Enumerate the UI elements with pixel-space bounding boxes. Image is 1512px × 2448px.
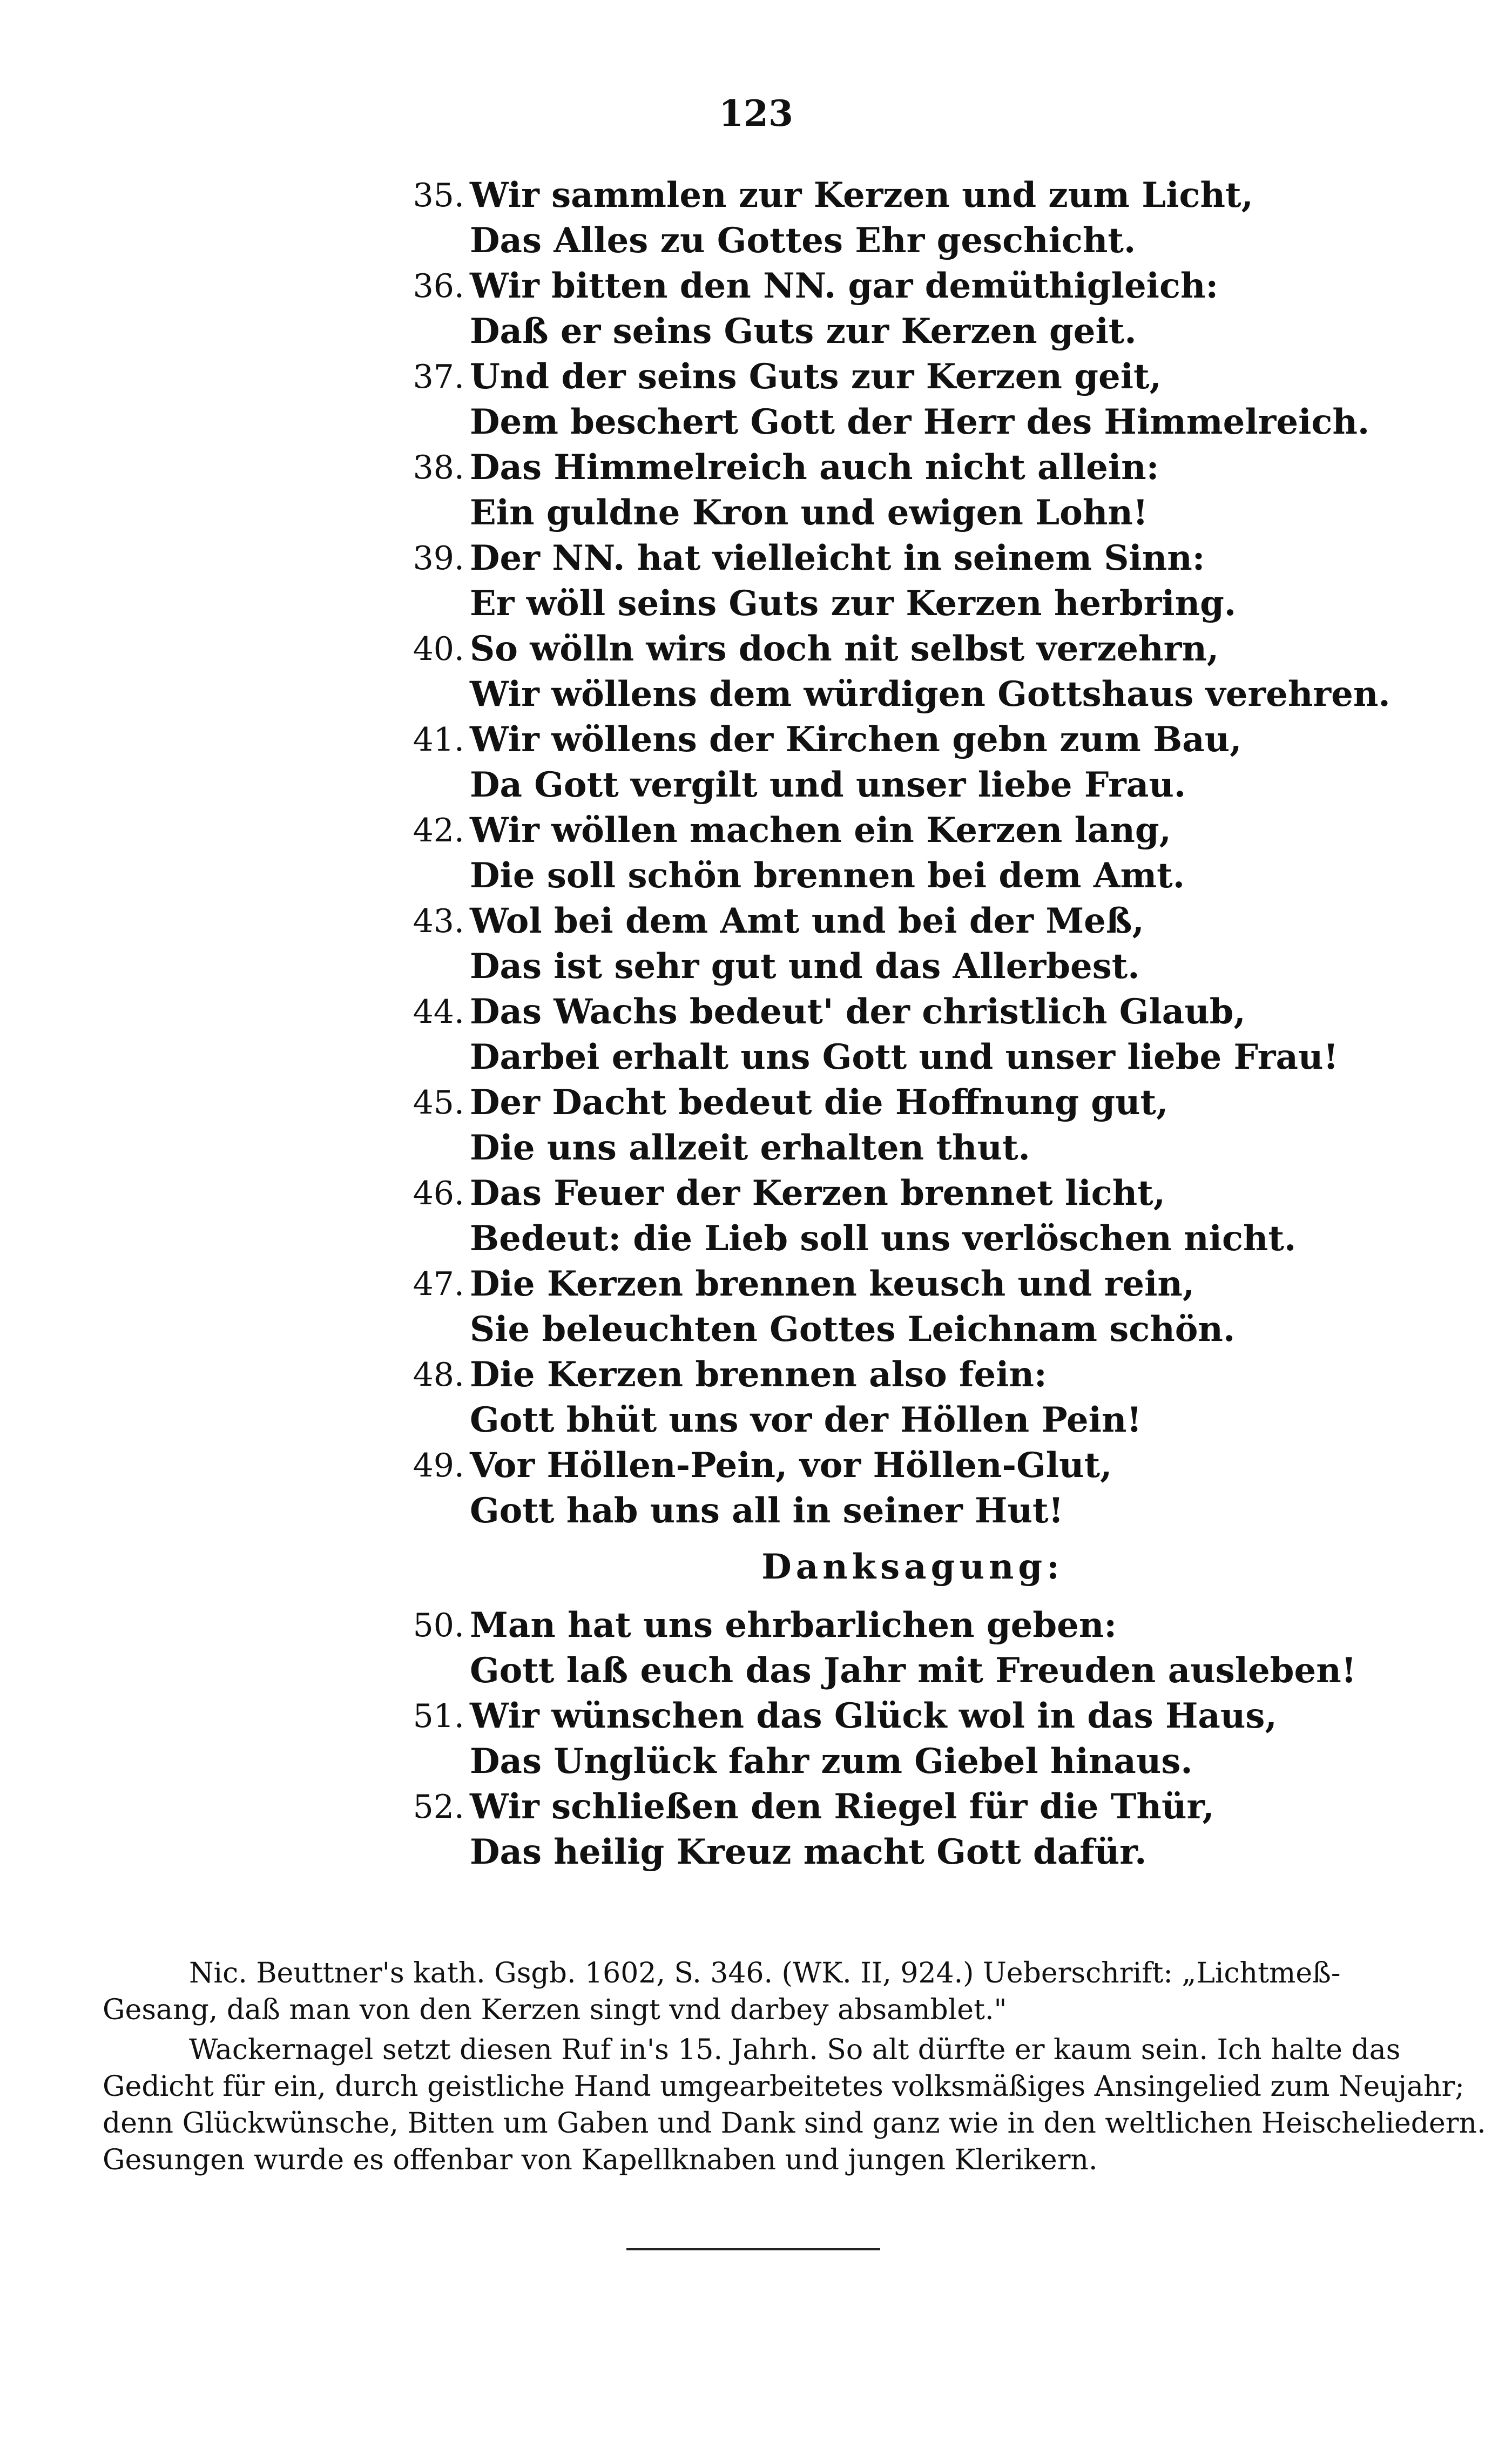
verse-number: 41. — [413, 721, 464, 759]
verse-49 — [400, 1443, 1426, 1534]
verse-line-2: Das ist sehr gut und das Allerbest. — [470, 946, 1140, 987]
verse-line-1: Man hat uns ehrbarlichen geben: — [470, 1605, 1117, 1646]
verse-43 — [400, 899, 1426, 989]
verse-number: 50. — [413, 1607, 464, 1644]
verse-number: 40. — [413, 630, 464, 668]
verse-line-1: Wir wöllens der Kirchen gebn zum Bau, — [470, 719, 1242, 760]
poem — [400, 173, 1426, 1875]
verse-37 — [400, 354, 1426, 445]
source-note-line: Nic. Beuttner's kath. Gsgb. 1602, S. 346. (WK. II, 924.) Ueberschrift: „Lichtmeß- — [189, 1957, 1341, 1990]
footnotes — [103, 1955, 1486, 2179]
verse-line-2: Das heilig Kreuz macht Gott dafür. — [470, 1832, 1147, 1872]
verse-line-2: Das Alles zu Gottes Ehr geschicht. — [470, 220, 1136, 261]
verse-line-1: So wölln wirs doch nit selbst verzehrn, — [470, 629, 1219, 669]
verse-line-1: Wir schließen den Riegel für die Thür, — [470, 1786, 1214, 1827]
verse-line-2: Ein guldne Kron und ewigen Lohn! — [470, 493, 1148, 533]
verse-44 — [400, 989, 1426, 1080]
comment-note-line: Wackernagel setzt diesen Ruf in's 15. Jahrh. So alt dürfte er kaum sein. Ich halte das — [189, 2034, 1401, 2066]
verse-line-1: Wir wöllen machen ein Kerzen lang, — [470, 810, 1171, 851]
verse-line-2: Die soll schön brennen bei dem Amt. — [470, 855, 1185, 896]
verse-40 — [400, 626, 1426, 717]
verse-line-2: Dem beschert Gott der Herr des Himmelreich. — [470, 402, 1370, 442]
verse-35 — [400, 173, 1426, 264]
verse-line-1: Das Wachs bedeut' der christlich Glaub, — [470, 992, 1246, 1032]
verse-number: 44. — [413, 993, 464, 1031]
verse-number: 45. — [413, 1084, 464, 1122]
verse-50 — [400, 1603, 1426, 1694]
verse-39 — [400, 536, 1426, 626]
verse-line-1: Die Kerzen brennen keusch und rein, — [470, 1264, 1195, 1304]
verse-line-1: Vor Höllen-Pein, vor Höllen-Glut, — [470, 1445, 1112, 1486]
comment-note-line: Gesungen wurde es offenbar von Kapellknaben und jungen Klerikern. — [103, 2144, 1098, 2176]
verse-line-1: Der Dacht bedeut die Hoffnung gut, — [470, 1082, 1169, 1123]
verse-number: 43. — [413, 902, 464, 940]
verse-line-2: Das Unglück fahr zum Giebel hinaus. — [470, 1741, 1193, 1782]
verse-45 — [400, 1080, 1426, 1171]
source-note-line: Gesang, daß man von den Kerzen singt vnd darbey absamblet." — [103, 1994, 1007, 2026]
verse-number: 37. — [413, 358, 464, 396]
closing-rule — [626, 2248, 880, 2250]
verse-number: 35. — [413, 177, 464, 214]
verse-line-2: Er wöll seins Guts zur Kerzen herbring. — [470, 583, 1237, 624]
verse-number: 47. — [413, 1265, 464, 1303]
verse-36 — [400, 264, 1426, 354]
verse-number: 51. — [413, 1697, 464, 1735]
verse-line-1: Wol bei dem Amt und bei der Meß, — [470, 901, 1144, 941]
verse-line-2: Gott laß euch das Jahr mit Freuden ausleben! — [470, 1650, 1356, 1691]
comment-note-line: Gedicht für ein, durch geistliche Hand umgearbeitetes volksmäßiges Ansingelied zum Neujahr; — [103, 2071, 1464, 2103]
verse-line-1: Das Himmelreich auch nicht allein: — [470, 447, 1159, 488]
verse-48 — [400, 1352, 1426, 1443]
section-heading: Danksagung: — [761, 1547, 1064, 1587]
verse-line-2: Darbei erhalt uns Gott und unser liebe Frau! — [470, 1037, 1339, 1077]
verse-line-1: Wir sammlen zur Kerzen und zum Licht, — [470, 175, 1253, 215]
verse-52 — [400, 1784, 1426, 1875]
verse-line-2: Da Gott vergilt und unser liebe Frau. — [470, 765, 1186, 805]
verse-line-1: Wir bitten den NN. gar demüthigleich: — [470, 266, 1219, 306]
verse-line-2: Gott hab uns all in seiner Hut! — [470, 1491, 1064, 1531]
verse-line-2: Wir wöllens dem würdigen Gottshaus verehren. — [470, 674, 1390, 714]
comment-note-line: denn Glückwünsche, Bitten um Gaben und Dank sind ganz wie in den weltlichen Heischeliedern. — [103, 2107, 1486, 2140]
page-number: 123 — [719, 92, 793, 134]
verse-number: 49. — [413, 1447, 464, 1485]
verse-51 — [400, 1694, 1426, 1784]
verse-number: 39. — [413, 539, 464, 577]
verse-line-2: Gott bhüt uns vor der Höllen Pein! — [470, 1400, 1142, 1440]
verse-38 — [400, 445, 1426, 536]
verse-number: 46. — [413, 1175, 464, 1212]
verse-number: 48. — [413, 1356, 464, 1394]
verse-number: 52. — [413, 1788, 464, 1826]
verse-47 — [400, 1262, 1426, 1352]
verse-42 — [400, 808, 1426, 899]
verse-46 — [400, 1171, 1426, 1262]
verse-line-1: Wir wünschen das Glück wol in das Haus, — [470, 1696, 1277, 1736]
verse-line-1: Die Kerzen brennen also fein: — [470, 1354, 1047, 1395]
verse-line-2: Bedeut: die Lieb soll uns verlöschen nicht. — [470, 1218, 1297, 1259]
verse-line-1: Das Feuer der Kerzen brennet licht, — [470, 1173, 1165, 1213]
verse-line-2: Sie beleuchten Gottes Leichnam schön. — [470, 1309, 1236, 1350]
verse-line-2: Daß er seins Guts zur Kerzen geit. — [470, 311, 1137, 352]
verse-line-1: Und der seins Guts zur Kerzen geit, — [470, 356, 1162, 397]
verse-number: 38. — [413, 449, 464, 487]
verse-41 — [400, 717, 1426, 808]
verse-line-2: Die uns allzeit erhalten thut. — [470, 1128, 1030, 1168]
verse-line-1: Der NN. hat vielleicht in seinem Sinn: — [470, 538, 1205, 578]
verse-number: 42. — [413, 812, 464, 849]
verse-number: 36. — [413, 267, 464, 305]
